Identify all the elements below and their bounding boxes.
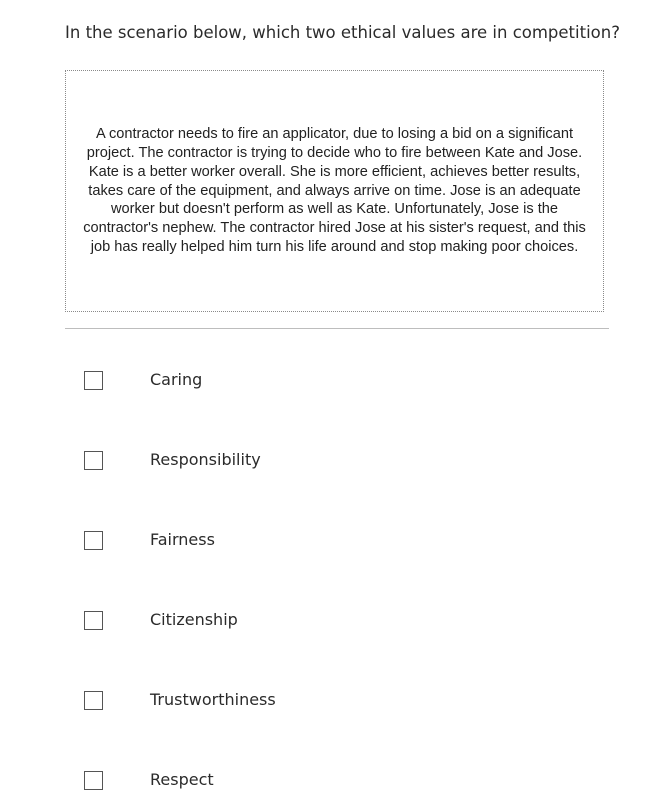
option-trustworthiness[interactable]: [84, 688, 484, 712]
option-label-respect: Respect: [150, 770, 214, 789]
option-label-trustworthiness: Trustworthiness: [150, 690, 276, 709]
question-text: In the scenario below, which two ethical values are in competition?: [65, 23, 620, 42]
checkbox-fairness[interactable]: [84, 531, 103, 550]
option-label-caring: Caring: [150, 370, 203, 389]
option-fairness[interactable]: [84, 528, 484, 552]
checkbox-caring[interactable]: [84, 371, 103, 390]
scenario-text: A contractor needs to fire an applicator, due to losing a bid on a significant project. The contractor is trying to decide who to fire between Kate and Jose. Kate is a better worker overall. She is more efficient, achieves better results, takes care of the equipment, and always arrive on time. Jose is an adequate worker but doesn't perform as well as Kate. Unfortunately, Jose is the contractor's nephew. The contractor hired Jose at his sister's request, and this job has really helped him turn his life around and stop making poor choices.: [83, 126, 586, 255]
checkbox-citizenship[interactable]: [84, 611, 103, 630]
checkbox-respect[interactable]: [84, 771, 103, 790]
option-label-responsibility: Responsibility: [150, 450, 261, 469]
option-responsibility[interactable]: [84, 448, 484, 472]
option-citizenship[interactable]: [84, 608, 484, 632]
option-respect[interactable]: [84, 768, 484, 792]
option-label-fairness: Fairness: [150, 530, 215, 549]
checkbox-responsibility[interactable]: [84, 451, 103, 470]
option-caring[interactable]: [84, 368, 484, 392]
option-label-citizenship: Citizenship: [150, 610, 238, 629]
checkbox-trustworthiness[interactable]: [84, 691, 103, 710]
